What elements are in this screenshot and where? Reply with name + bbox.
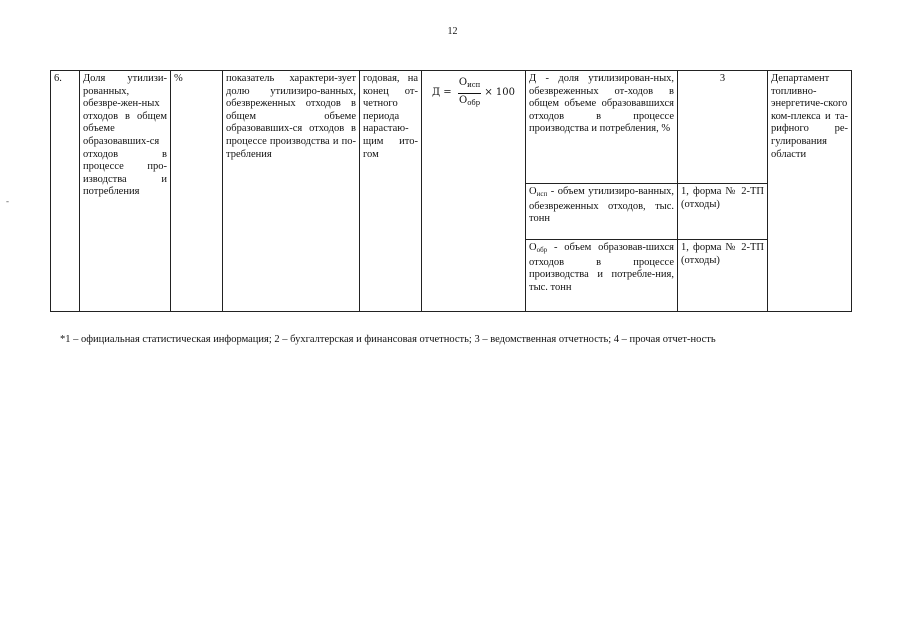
component-desc: - доля утилизирован-ных, обезвреженных от-ходов в общем объеме образовавшихся отходов в процессе производства и потребления, % — [529, 73, 674, 135]
component-desc: - объем утилизиро-ванных, обезвреженных отходов, тыс. тонн — [529, 186, 674, 225]
footnote: *1 – официальная статистическая информация; 2 – бухгалтерская и финансовая отчетность; 3 – ведомственная отчетность; 4 – прочая отчет-ность — [60, 334, 716, 345]
component-source: 1, форма № 2-ТП (отходы) — [681, 186, 764, 210]
component-source: 1, форма № 2-ТП (отходы) — [681, 242, 764, 266]
component-name-sub: исп — [536, 190, 548, 198]
formula-cell — [422, 71, 526, 312]
row-number-cell — [51, 71, 80, 312]
component-source: 3 — [719, 73, 726, 84]
indicator-name-cell — [80, 71, 171, 312]
indicator-name: Доля утилизи-рованных, обезвре-жен-ных отходов в общем объеме образовавших-ся отходов в процессе про-изводства и потребления — [83, 73, 167, 198]
component-desc-cell — [526, 71, 678, 184]
formula-denominator — [459, 94, 480, 110]
denominator-base: О — [459, 94, 468, 106]
formula — [425, 73, 522, 109]
margin-mark: - — [6, 196, 9, 206]
formula-multiplier: × 100 — [484, 86, 515, 98]
indicator-table — [50, 70, 852, 312]
table-row — [51, 71, 852, 184]
component-desc-cell — [526, 240, 678, 312]
component-name: О — [529, 242, 537, 253]
unit-cell — [171, 71, 223, 312]
numerator-sub: исп — [467, 81, 481, 89]
formula-equals: = — [440, 86, 455, 98]
responsible: Департамент топливно-энергетиче-ского ком-плекса и та-рифного ре-гулирования области — [771, 73, 848, 160]
formula-lhs: Д — [431, 86, 441, 98]
component-source-cell — [678, 240, 768, 312]
component-desc: - объем образовав-шихся отходов в процессе производства и потребле-ния, тыс. тонн — [529, 242, 674, 293]
component-source-cell — [678, 71, 768, 184]
component-name: Д — [529, 73, 537, 84]
period-cell — [360, 71, 422, 312]
formula-fraction — [458, 77, 481, 109]
component-source-cell — [678, 184, 768, 240]
formula-numerator — [458, 77, 481, 94]
definition: показатель характери-зует долю утилизиро-ванных, обезвреженных отходов в общем объеме образовавших-ся отходов в процессе производства и по-требления — [226, 73, 356, 160]
definition-cell — [223, 71, 360, 312]
component-name-sub: обр — [536, 246, 548, 254]
page-number: 12 — [447, 26, 458, 37]
denominator-sub: обр — [467, 98, 481, 107]
component-desc-cell — [526, 184, 678, 240]
unit: % — [174, 73, 183, 84]
period: годовая, на конец от-четного периода нарастаю-щим ито-гом — [363, 73, 418, 160]
responsible-cell — [768, 71, 852, 312]
component-name: О — [529, 186, 537, 197]
row-number: 6. — [54, 73, 62, 84]
numerator-base: О — [458, 77, 468, 88]
